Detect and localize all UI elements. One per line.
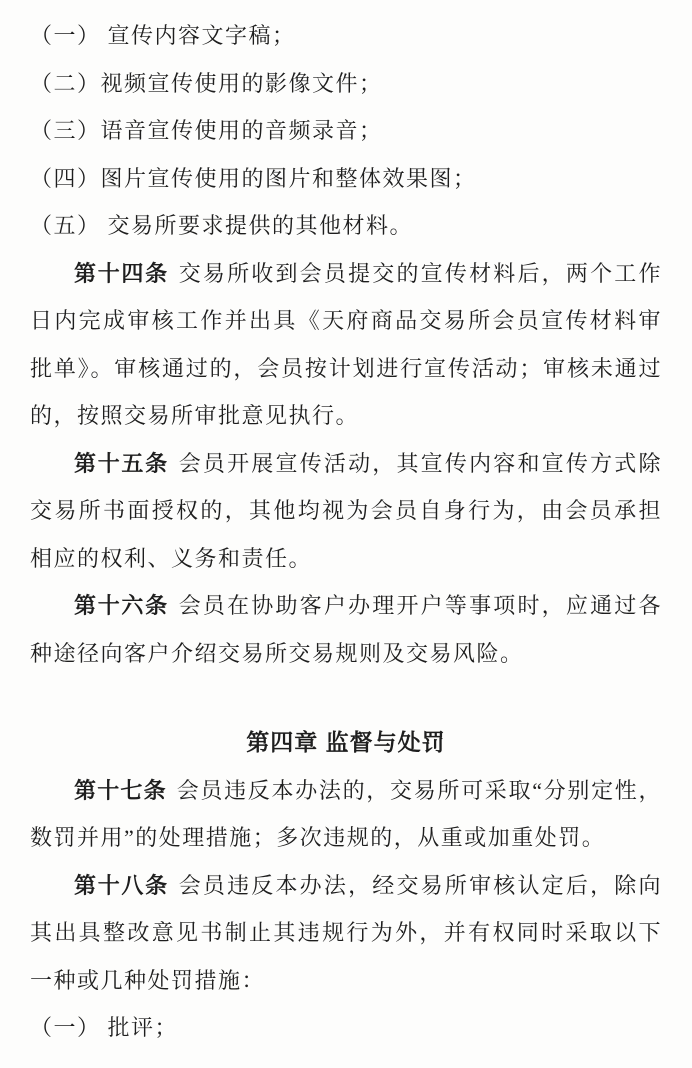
list-item-penalty-1: （一） 批评； (30, 1015, 179, 1040)
article-16-body: 会员在协助客户办理开户等事项时，应通过各种途径向客户介绍交易所交易规则及交易风险。 (30, 593, 662, 666)
article-16-number: 第十六条 (74, 593, 169, 618)
article-16 (30, 582, 662, 677)
list-item-1: （一） 宣传内容文字稿； (30, 23, 296, 48)
article-18-number: 第十八条 (74, 872, 169, 898)
article-18-body: 会员违反本办法，经交易所审核认定后，除向其出具整改意见书制止其违规行为外，并有权同时采取以下一种或几种处罚措施： (30, 872, 662, 993)
chapter-heading: 第四章 监督与处罚 (246, 729, 446, 755)
article-14 (30, 250, 662, 440)
article-18 (30, 862, 662, 1005)
list-item-2: （二）视频宣传使用的影像文件； (30, 70, 383, 96)
article-17 (30, 767, 662, 862)
article-14-number: 第十四条 (74, 260, 169, 286)
article-15-number: 第十五条 (74, 450, 169, 476)
list-item-5: （五） 交易所要求提供的其他材料。 (30, 213, 414, 238)
article-17-number: 第十七条 (74, 777, 167, 803)
article-15 (30, 440, 662, 583)
list-item-4: （四）图片宣传使用的图片和整体效果图； (30, 165, 477, 191)
article-15-body: 会员开展宣传活动，其宣传内容和宣传方式除交易所书面授权的，其他均视为会员自身行为，由会员承担相应的权利、义务和责任。 (30, 450, 662, 571)
article-14-body: 交易所收到会员提交的宣传材料后，两个工作日内完成审核工作并出具《天府商品交易所会员宣传材料审批单》。审核通过的，会员按计划进行宣传活动；审核未通过的，按照交易所审批意见执行。 (30, 260, 662, 428)
list-item-3: （三）语音宣传使用的音频录音； (30, 118, 383, 143)
article-17-body: 会员违反本办法的，交易所可采取“分别定性，数罚并用”的处理措施；多次违规的，从重或加重处罚。 (30, 777, 662, 850)
